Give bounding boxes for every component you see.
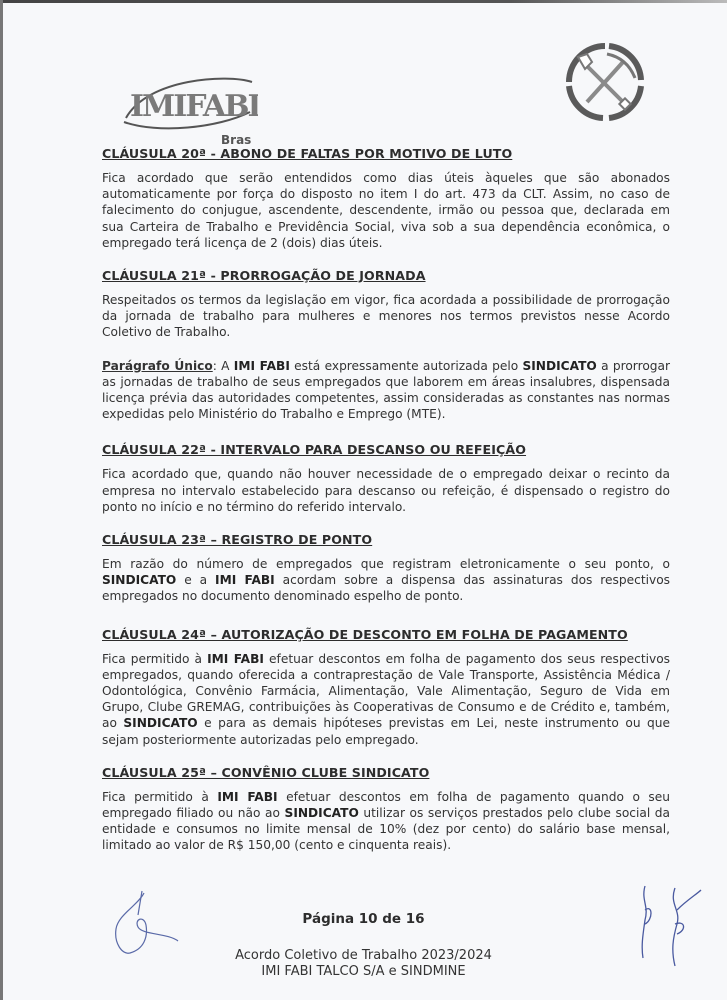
clause-title: CLÁUSULA 25ª – CONVÊNIO CLUBE SINDICATO (102, 764, 430, 780)
text-span: acordam sobre a dispensa das assinaturas dos respectivos empregados no documento denominado espelho de ponto. (102, 573, 671, 604)
union-name: SINDICATO (123, 716, 198, 731)
scan-left-border (0, 0, 3, 1000)
footer-parties: IMI FABI TALCO S/A e SINDMINE (261, 964, 466, 979)
text-span: efetuar descontos em folha de pagamento quando o seu empregado filiado ou não ao (102, 789, 670, 821)
clause-24 (102, 627, 670, 748)
imifabi-logo-graphic (118, 72, 258, 134)
company-name: IMI FABI (207, 651, 264, 666)
clause-title: CLÁUSULA 24ª – AUTORIZAÇÃO DE DESCONTO EM FOLHA DE PAGAMENTO (102, 626, 628, 642)
clause-21 (102, 268, 670, 422)
text-span: Fica permitido à (102, 651, 208, 666)
text-span: está expressamente autorizada pelo (289, 358, 523, 373)
paragrafo-unico-label: Parágrafo Único (102, 358, 213, 373)
scan-top-border (0, 0, 727, 3)
company-name: IMI FABI (217, 789, 278, 804)
clause-title: CLÁUSULA 23ª – REGISTRO DE PONTO (102, 532, 373, 548)
clause-22 (102, 442, 670, 515)
clause-paragraph: Fica acordado que serão entendidos como dias úteis àqueles que são abonados automaticamente por força do disposto no item I do art. 473 da CLT. Assim, no caso de falecimento do conjugue, ascendente, descendente, irmão ou pessoa que, declarada em sua Carteira de Trabalho e Previdência Social, viva sob a sua dependência econômica, o empregado terá licença de 2 (dois) dias úteis. (102, 171, 670, 250)
clause-paragraph (102, 556, 670, 605)
imifabi-logo (118, 72, 258, 134)
text-span: a prorrogar as jornadas de trabalho de seus empregados que laborem em áreas insalubres, dispensada licença prévia das autoridades competentes, assim consideradas as constantes nas normas expedidas pelo Ministério do Trabalho e Emprego (MTE). (102, 358, 670, 422)
text-span: utilizar os serviços prestados pelo clube social da entidade e consumos no limite mensal de 10% (dez por cento) do salário base mensal, limitado ao valor de R$ 150,00 (cento e cinquenta reais). (102, 806, 671, 853)
clause-paragraph: Respeitados os termos da legislação em vigor, fica acordada a possibilidade de prorrogação da jornada de trabalho para mulheres e menores nos termos previstos nesse Acordo Coletivo de Trabalho. (102, 293, 670, 340)
logo-text: IMIFABI (130, 89, 258, 124)
text-span: e a (176, 573, 216, 588)
union-name: SINDICATO (102, 573, 177, 588)
union-name: SINDICATO (522, 358, 597, 373)
text-span: efetuar descontos em folha de pagamento dos seus respectivos empregados, quando oferecida a contraprestação de Vale Transporte, Assistência Médica / Odontológica, Convênio Farmácia, Alimentação, Vale Alimentação, Seguro de Vida em Grupo, Clube GREMAG, contribuições às Cooperativas de Consumo e de Crédito e, também, ao (102, 651, 671, 731)
document-body (102, 146, 670, 871)
text-span: Fica permitido à (102, 789, 218, 804)
signature-right (635, 880, 715, 970)
text-span: e para as demais hipóteses previstas em Lei, neste instrumento ou que sejam posteriormente autorizadas pelo empregado. (102, 716, 670, 747)
pickaxe-shovel-emblem-icon (565, 42, 645, 122)
footer-agreement: Acordo Coletivo de Trabalho 2023/2024 (235, 948, 492, 963)
company-name: IMI FABI (215, 573, 275, 588)
paragrafo-unico (102, 358, 670, 423)
clause-25 (102, 765, 670, 854)
clause-23 (102, 532, 670, 605)
clause-paragraph (102, 651, 670, 748)
text-span: : A (212, 358, 234, 373)
union-name: SINDICATO (284, 806, 359, 821)
text-span: Em razão do número de empregados que registram eletronicamente o seu ponto, o (102, 557, 670, 572)
clause-title: CLÁUSULA 22ª - INTERVALO PARA DESCANSO OU REFEIÇÃO (102, 442, 527, 458)
company-name: IMI FABI (233, 358, 290, 373)
clause-paragraph: Fica acordado que, quando não houver necessidade de o empregado deixar o recinto da empresa no intervalo estabelecido para descanso ou refeição, é dispensado o registro do ponto no início e no término do referido intervalo. (102, 467, 670, 514)
logo-subtext: Bras (221, 133, 252, 147)
page-number: Página 10 de 16 (302, 911, 425, 927)
clause-title: CLÁUSULA 20ª - ABONO DE FALTAS POR MOTIVO DE LUTO (102, 146, 513, 161)
clause-title: CLÁUSULA 21ª - PRORROGAÇÃO DE JORNADA (102, 268, 426, 284)
clause-paragraph (102, 789, 670, 854)
clause-20 (102, 146, 670, 251)
